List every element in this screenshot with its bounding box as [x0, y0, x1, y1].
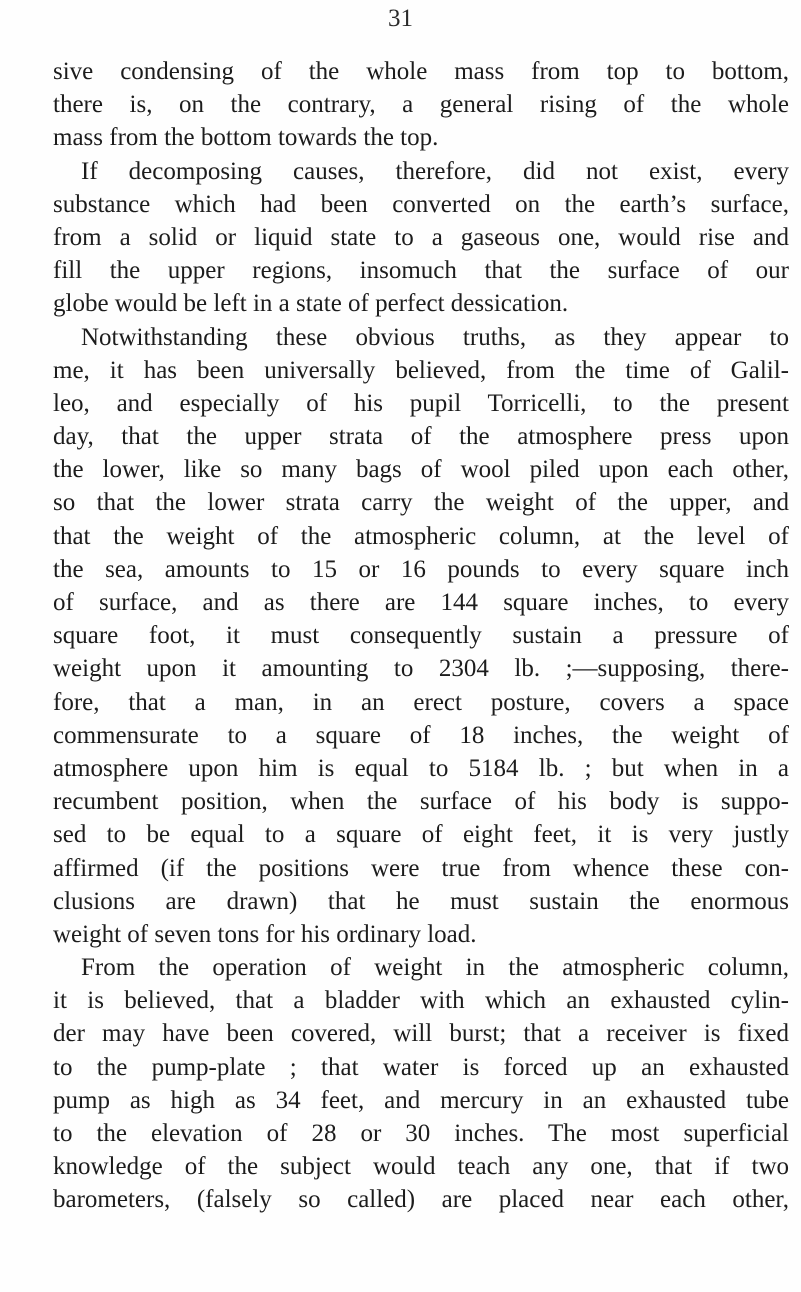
- text-line: the lower, like so many bags of wool piled upon each other,: [53, 456, 789, 484]
- text-line: that the weight of the atmospheric column, at the level of: [53, 522, 789, 550]
- text-line: pump as high as 34 feet, and mercury in an exhausted tube: [53, 1086, 789, 1114]
- text-line: commensurate to a square of 18 inches, the weight of: [53, 721, 789, 749]
- text-line: to the elevation of 28 or 30 inches. The most superficial: [53, 1120, 789, 1147]
- text-line: square foot, it must consequently sustain a pressure of: [53, 622, 789, 650]
- text-line: to the pump-plate ; that water is forced up an exhausted: [53, 1053, 789, 1081]
- text-line: mass from the bottom towards the top.: [53, 124, 439, 152]
- text-line: of surface, and as there are 144 square inches, to every: [53, 589, 789, 616]
- text-line: atmosphere upon him is equal to 5184 lb. ; but when in a: [53, 754, 789, 782]
- page-number: 31: [388, 5, 413, 32]
- text-line: from a solid or liquid state to a gaseous one, would rise and: [53, 223, 789, 251]
- text-line: Notwithstanding these obvious truths, as they appear to: [81, 323, 789, 351]
- text-line: knowledge of the subject would teach any one, that if two: [53, 1153, 789, 1181]
- text-line: fore, that a man, in an erect posture, covers a space: [53, 688, 789, 716]
- text-line: der may have been covered, will burst; that a receiver is fixed: [53, 1020, 789, 1048]
- text-line: me, it has been universally believed, from the time of Galil-: [53, 356, 789, 384]
- text-line: substance which had been converted on the earth’s surface,: [53, 190, 789, 218]
- text-line: globe would be left in a state of perfect dessication.: [53, 290, 569, 318]
- text-line: fill the upper regions, insomuch that the surface of our: [53, 257, 789, 285]
- text-line: barometers, (falsely so called) are placed near each other,: [53, 1186, 789, 1214]
- text-line: If decomposing causes, therefore, did not exist, every: [81, 157, 789, 185]
- text-line: so that the lower strata carry the weight of the upper, and: [53, 489, 789, 517]
- body-text: [53, 55, 789, 1217]
- text-line: From the operation of weight in the atmospheric column,: [81, 954, 789, 982]
- text-line: weight upon it amounting to 2304 lb. ;—supposing, there-: [53, 655, 789, 683]
- text-line: the sea, amounts to 15 or 16 pounds to every square inch: [53, 555, 789, 583]
- text-line: affirmed (if the positions were true from whence these con-: [53, 854, 789, 882]
- text-line: weight of seven tons for his ordinary load.: [53, 920, 477, 948]
- text-line: sed to be equal to a square of eight feet, it is very justly: [53, 821, 789, 849]
- text-line: clusions are drawn) that he must sustain the enormous: [53, 887, 789, 915]
- text-line: recumbent position, when the surface of his body is suppo-: [53, 788, 789, 816]
- text-line: leo, and especially of his pupil Torricelli, to the present: [53, 389, 789, 417]
- text-line: it is believed, that a bladder with which an exhausted cylin-: [53, 987, 789, 1015]
- text-line: there is, on the contrary, a general rising of the whole: [53, 91, 789, 119]
- text-line: day, that the upper strata of the atmosphere press upon: [53, 423, 789, 451]
- text-line: sive condensing of the whole mass from top to bottom,: [53, 58, 789, 85]
